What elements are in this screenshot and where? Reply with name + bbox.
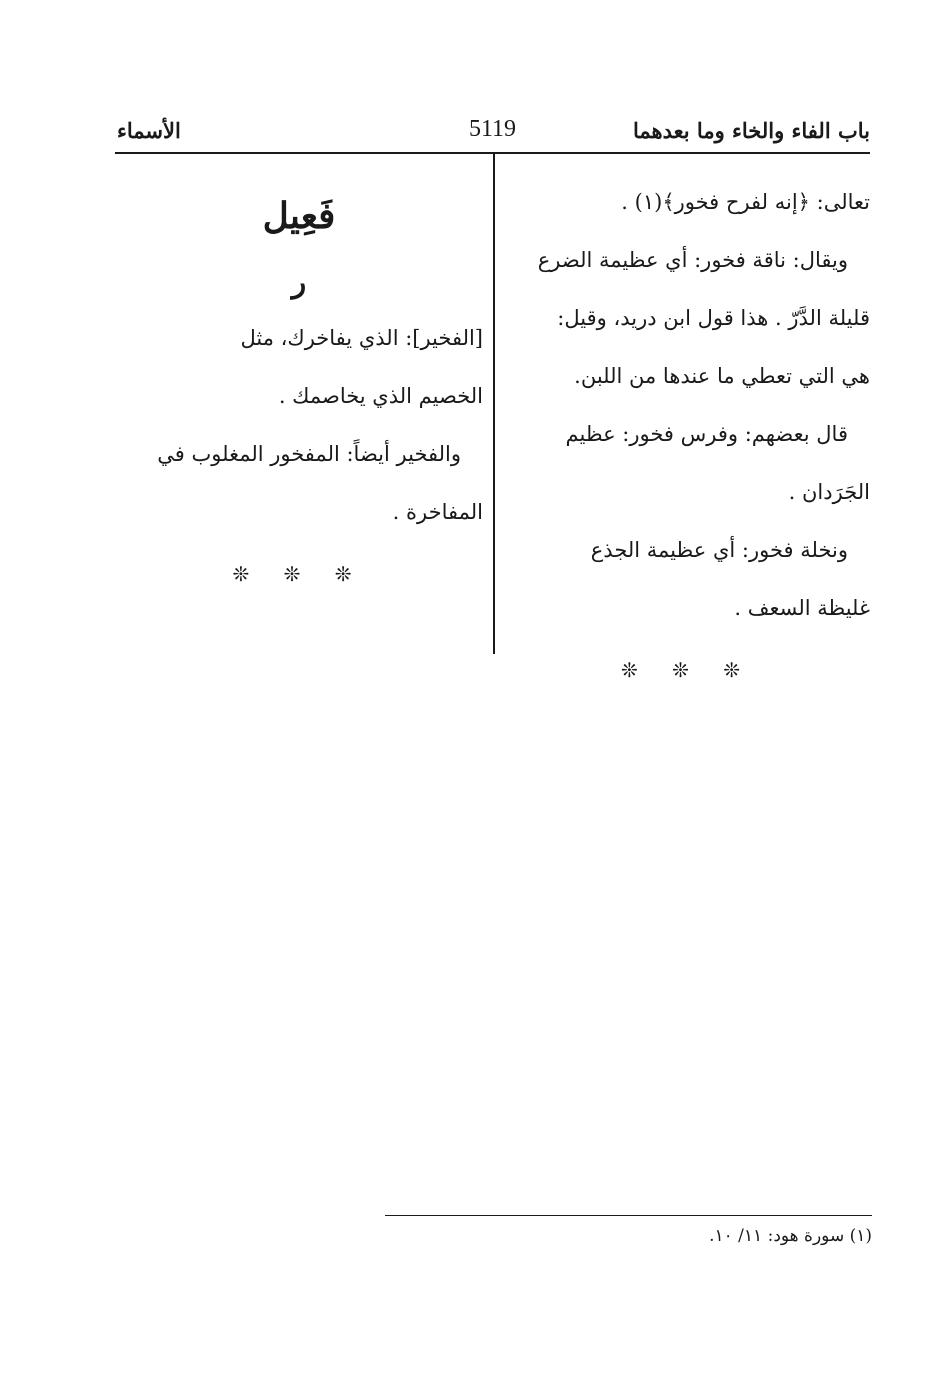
- text-line: المفاخرة .: [392, 500, 483, 524]
- text-line: تعالى: ﴿إنه لفرح فخور﴾(١) .: [621, 190, 870, 214]
- text-line: هي التي تعطي ما عندها من اللبن.: [574, 364, 870, 388]
- text-line: الخصيم الذي يخاصمك .: [278, 384, 483, 408]
- letter-heading: ر: [291, 265, 307, 300]
- text-line: ويقال: ناقة فخور: أي عظيمة الضرع: [537, 248, 848, 272]
- right-column: [505, 186, 870, 690]
- footnote-rule: [385, 1215, 872, 1216]
- footnote: (١) سورة هود: ١١/ ١٠.: [709, 1226, 872, 1246]
- text-line: [الفخير]: الذي يفاخرك، مثل: [240, 326, 483, 350]
- text-line: ونخلة فخور: أي عظيمة الجذع: [590, 538, 848, 562]
- chapter-title: باب الفاء والخاء وما بعدهما: [633, 118, 870, 143]
- text-line: غليظة السعف .: [734, 596, 870, 620]
- text-line: قليلة الدَّرّ . هذا قول ابن دريد، وقيل:: [557, 306, 870, 330]
- text-line: والفخير أيضاً: المفخور المغلوب في: [157, 442, 461, 466]
- text-line: الجَرَدان .: [788, 480, 870, 504]
- page-number: 5119: [468, 116, 517, 142]
- text-line: قال بعضهم: وفرس فخور: عظيم: [565, 422, 848, 446]
- section-title: الأسماء: [117, 118, 181, 143]
- column-divider: [493, 154, 495, 654]
- page-header: [115, 112, 870, 152]
- left-column: [115, 186, 483, 594]
- pattern-heading: فَعِيل: [262, 195, 336, 237]
- section-separator: ❊ ❊ ❊: [232, 562, 366, 586]
- section-separator: ❊ ❊ ❊: [621, 658, 754, 682]
